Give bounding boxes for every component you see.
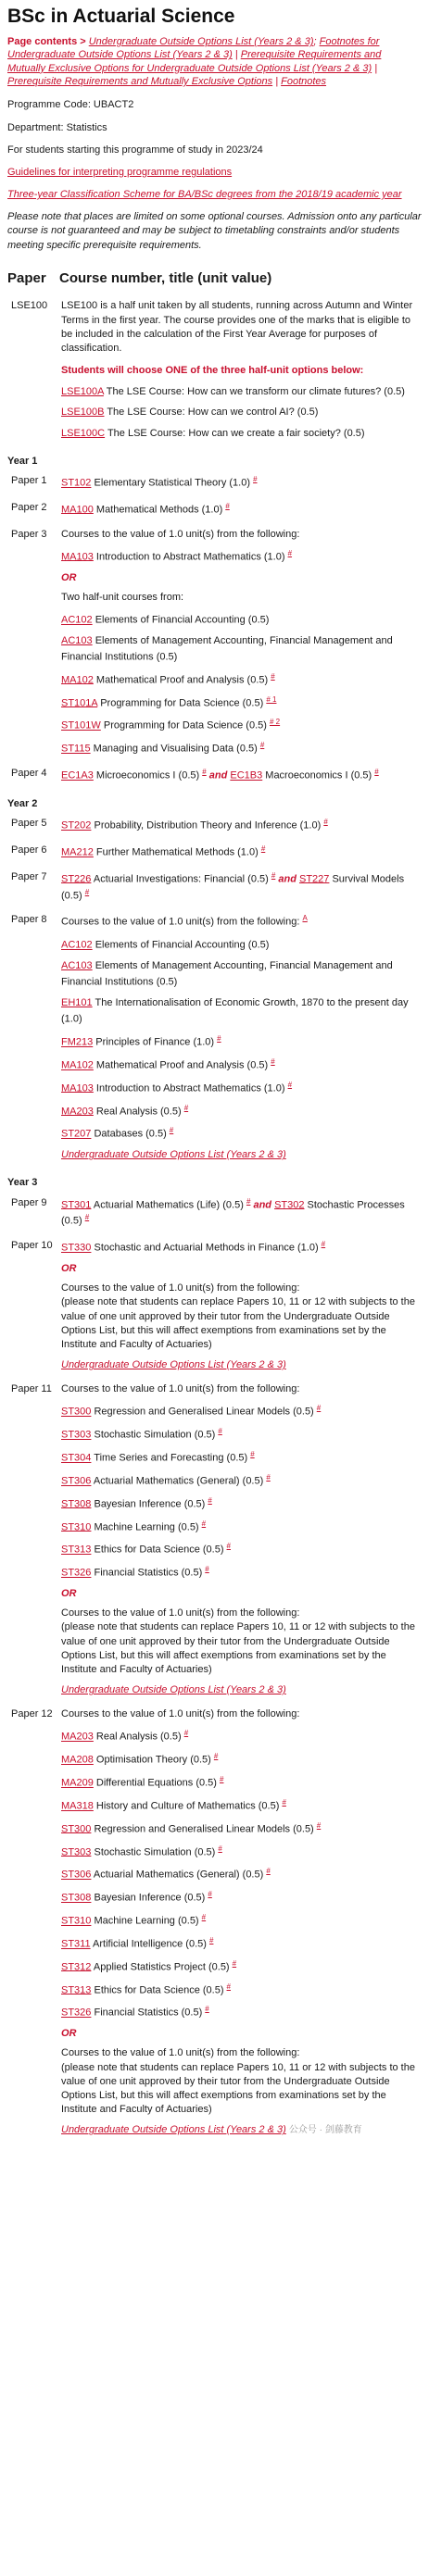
year-1-heading: Year 1 — [7, 455, 38, 467]
places-notice: Please note that places are limited on some optional courses. Admission onto any particular course is not guaranteed and may be subject to timetabling constraints and/or students meeting specific prerequisite requirements. — [7, 211, 422, 251]
course-link[interactable]: ST310 — [61, 1521, 92, 1533]
footnote-link[interactable]: # — [250, 1450, 255, 1459]
footnote-link[interactable]: # — [202, 768, 207, 777]
list-item: LSE100A The LSE Course: How can we transform our climate futures? (0.5) — [61, 386, 405, 398]
course-link[interactable]: MA209 — [61, 1777, 94, 1789]
paper-label: Paper 8 — [11, 914, 47, 926]
page-title: BSc in Actuarial Science — [7, 6, 235, 27]
course-link[interactable]: EC1A3 — [61, 769, 94, 782]
course-link[interactable]: MA102 — [61, 674, 94, 686]
paper-11-row — [7, 1382, 422, 1704]
footnote-link[interactable]: # — [205, 2005, 209, 2014]
course-link[interactable]: LSE100C — [61, 427, 106, 439]
department: Department: Statistics — [7, 121, 107, 133]
course-link[interactable]: AC103 — [61, 634, 93, 646]
course-link[interactable]: MA100 — [61, 504, 94, 516]
paper-intro: Courses to the value of 1.0 unit(s) from the following: — [61, 528, 300, 540]
footnote-link[interactable]: A — [302, 914, 308, 923]
footnote-link[interactable]: # — [226, 1542, 231, 1551]
footnote-link[interactable]: # — [287, 1080, 293, 1089]
course-link[interactable]: ST313 — [61, 1984, 92, 1996]
course-link[interactable]: ST326 — [61, 2007, 92, 2019]
course-link[interactable]: MA203 — [61, 1106, 94, 1118]
course-link[interactable]: AC103 — [61, 960, 93, 972]
course-link[interactable]: ST313 — [61, 1544, 92, 1557]
footnote-link[interactable]: # — [266, 1867, 271, 1876]
outside-options-link[interactable]: Undergraduate Outside Options List (Years 2 & 3) — [61, 2124, 286, 2136]
paper-7-row: Paper 7 ST226 Actuarial Investigations: Financial (0.5) # and ST227 Survival Models (0.5) # — [7, 870, 422, 910]
paper-label: Paper 12 — [11, 1708, 53, 1720]
footnote-link[interactable]: # — [84, 1213, 90, 1222]
paper-intro: Courses to the value of 1.0 unit(s) from the following: — [61, 1708, 300, 1720]
footnote-link[interactable]: # — [271, 671, 275, 681]
or-separator: OR — [61, 1588, 77, 1600]
list-item: MA102 Mathematical Proof and Analysis (0.5) # — [61, 1057, 275, 1071]
footnote-link[interactable]: # — [169, 1126, 174, 1135]
course-link[interactable]: ST303 — [61, 1846, 92, 1858]
paper-3-row: Paper 3 Courses to the value of 1.0 unit(s) from the following: MA103 Introduction to Abstract Mathematics (1.0) # OR Two half-unit courses from: AC102 Elements of Financial Accounting (0.5) AC103 Elements of Management Accounting, Financial Management and Financial Institutions (0.5) MA102 Mathematical Proof and Analysis (0.5) # ST101A Programming for Data Science (0.5) $^{\# 1}$ ST101W Programming for Data Science (0.5) $^{\# 2}$ ST115 Managing and Visualising Data (0.5) # — [7, 528, 422, 763]
two-half-label: Two half-unit courses from: — [61, 591, 184, 603]
list-item: ST101W Programming for Data Science (0.5) $^{\# 2}$ — [61, 718, 281, 732]
footnote-link[interactable]: # — [253, 474, 258, 483]
paper-label: Paper 5 — [11, 818, 47, 830]
footnote-link[interactable]: # — [246, 1196, 251, 1206]
lse100-choose-note: Students will choose ONE of the three half-unit options below: — [61, 365, 364, 377]
list-item: MA318 History and Culture of Mathematics (0.5) # — [61, 1797, 286, 1812]
course-link[interactable]: ST300 — [61, 1823, 92, 1835]
paper-label: Paper 3 — [11, 528, 47, 540]
footnote-link[interactable]: # 1 — [266, 694, 277, 704]
contents-link-footnotes[interactable]: Footnotes — [281, 76, 327, 88]
list-item: MA103 Introduction to Abstract Mathematics (1.0) # — [61, 1080, 293, 1094]
list-item: ST306 Actuarial Mathematics (General) (0.5) # — [61, 1472, 271, 1487]
list-item: ST115 Managing and Visualising Data (0.5) # — [61, 741, 265, 755]
course-link[interactable]: ST303 — [61, 1429, 92, 1441]
page-contents-nav: Page contents > Undergraduate Outside Options List (Years 2 & 3); Footnotes for Undergraduate Outside Options List (Years 2 & 3) | Prerequisite Requirements and Mutually Exclusive Options for Undergraduate Outside Options List (Years 2 & 3) | Prerequisite Requirements and Mutually Exclusive Options | Footnotes — [7, 36, 382, 88]
guidelines-link[interactable]: Guidelines for interpreting programme regulations — [7, 166, 233, 178]
or-separator: OR — [61, 1263, 77, 1275]
list-item: AC102 Elements of Financial Accounting (0.5) — [61, 939, 270, 951]
footnote-link[interactable]: # — [271, 870, 276, 880]
footnote-link[interactable]: # — [208, 1495, 212, 1505]
course-link[interactable]: LSE100B — [61, 406, 105, 419]
course-list — [61, 1403, 422, 1581]
list-item: ST313 Ethics for Data Science (0.5) # — [61, 1982, 231, 1996]
footnote-link[interactable]: # — [260, 844, 266, 853]
paper-6-row: Paper 6 MA212 Further Mathematical Methods (1.0) # — [7, 844, 422, 867]
list-item: LSE100B The LSE Course: How can we control AI? (0.5) — [61, 406, 319, 419]
year-3-heading: Year 3 — [7, 1177, 38, 1189]
course-link[interactable]: ST311 — [61, 1938, 91, 1950]
course-link[interactable]: MA203 — [61, 1732, 94, 1744]
course-link[interactable]: ST306 — [61, 1475, 92, 1487]
list-item: AC103 Elements of Management Accounting, Financial Management and Financial Institutions (0.5) — [61, 960, 393, 988]
footnote-link[interactable]: # — [316, 1404, 322, 1413]
course-link[interactable]: MA208 — [61, 1754, 94, 1766]
outside-options-link[interactable]: Undergraduate Outside Options List (Years 2 & 3) — [61, 1684, 286, 1696]
list-item: ST326 Financial Statistics (0.5) # — [61, 2005, 209, 2019]
list-item: AC102 Elements of Financial Accounting (0.5) — [61, 614, 270, 626]
paper-column-header: Paper — [7, 269, 46, 286]
paper-label: Paper 9 — [11, 1196, 47, 1208]
list-item: EH101 The Internationalisation of Economic Growth, 1870 to the present day (1.0) — [61, 997, 409, 1025]
paper-label: Paper 4 — [11, 768, 47, 780]
and-connector: and — [275, 873, 299, 885]
course-link[interactable]: ST308 — [61, 1892, 92, 1904]
list-item: MA203 Real Analysis (0.5) # — [61, 1103, 189, 1118]
lse100-row — [7, 299, 422, 446]
course-link[interactable]: ST306 — [61, 1869, 92, 1882]
course-list — [61, 611, 422, 757]
list-item: MA102 Mathematical Proof and Analysis (0.5) # — [61, 671, 275, 686]
course-column-header: Course number, title (unit value) — [59, 269, 272, 286]
footnote-link[interactable]: # — [226, 1982, 231, 1991]
contents-link-prereq-outside[interactable]: Prerequisite Requirements and Mutually Exclusive Options for Undergraduate Outside Options List (Years 2 & 3) — [7, 49, 382, 74]
footnote-link[interactable]: # — [208, 1935, 214, 1945]
list-item: ST300 Regression and Generalised Linear Models (0.5) # — [61, 1404, 322, 1419]
paper-label: Paper 6 — [11, 844, 47, 856]
paper-2-row: Paper 2 MA100 Mathematical Methods (1.0) # — [7, 501, 422, 524]
course-link[interactable]: AC102 — [61, 614, 93, 626]
alternative-note: Courses to the value of 1.0 unit(s) from the following: (please note that students can replace Papers 10, 11 or 12 with subjects to the value of one unit approved by their tutor from the Undergraduate Outside Options List, but this will affect exemptions from examinations set by the Institute and Faculty of Actuaries) — [61, 2047, 415, 2116]
course-link[interactable]: MA102 — [61, 1059, 94, 1071]
paper-label: Paper 1 — [11, 474, 47, 486]
course-link[interactable]: LSE100A — [61, 386, 104, 398]
list-item: ST306 Actuarial Mathematics (General) (0.5) # — [61, 1867, 271, 1882]
course-link[interactable]: ST207 — [61, 1129, 92, 1141]
contents-link-footnotes-outside[interactable]: Footnotes for Undergraduate Outside Options List (Years 2 & 3) — [7, 36, 380, 61]
lse100-description: LSE100 is a half unit taken by all students, running across Autumn and Winter Terms in the first year. The course provides one of the marks that is eligible to be included in the calculation of the First Year Average for purposes of classification. — [61, 300, 413, 354]
course-link[interactable]: ST101W — [61, 720, 101, 732]
contents-link-outside-options[interactable]: Undergraduate Outside Options List (Years 2 & 3) — [88, 36, 314, 48]
list-item: MA208 Optimisation Theory (0.5) # — [61, 1752, 219, 1766]
or-separator: OR — [61, 2028, 77, 2040]
list-item: ST308 Bayesian Inference (0.5) # — [61, 1495, 212, 1510]
course-link[interactable]: ST101A — [61, 697, 98, 709]
course-link[interactable]: EH101 — [61, 997, 93, 1009]
course-link[interactable]: MA318 — [61, 1800, 94, 1812]
paper-8-row — [7, 913, 422, 1169]
footnote-link[interactable]: # — [201, 1913, 207, 1922]
course-link[interactable]: MA212 — [61, 846, 94, 858]
programme-code: Programme Code: UBACT2 — [7, 99, 134, 111]
footnote-link[interactable]: # — [220, 1775, 224, 1784]
footnote-link[interactable]: # — [271, 1057, 275, 1066]
paper-label: Paper 2 — [11, 501, 47, 513]
footnote-link[interactable]: # — [201, 1519, 207, 1528]
paper-10-row: Paper 10 ST330 Stochastic and Actuarial Methods in Finance (1.0) # OR Courses to the value of 1.0 unit(s) from the following: (please note that students can replace Papers 10, 11 or 12 with subjects to the value of one unit approved by their tutor from the Undergraduate Outside Options List, but this will affect exemptions from examinations set by the Institute and Faculty of Actuaries) Undergraduate Outside Options List (Years 2 & 3) — [7, 1239, 422, 1379]
and-connector: and — [206, 769, 231, 782]
list-item: MA209 Differential Equations (0.5) # — [61, 1775, 224, 1789]
alternative-note: Courses to the value of 1.0 unit(s) from the following: (please note that students can replace Papers 10, 11 or 12 with subjects to the value of one unit approved by their tutor from the Undergraduate Outside Options List, but this will affect exemptions from examinations set by the Institute and Faculty of Actuaries) — [61, 1282, 415, 1350]
course-link[interactable]: ST310 — [61, 1915, 92, 1927]
course-link[interactable]: ST115 — [61, 743, 91, 755]
paper-intro: Courses to the value of 1.0 unit(s) from the following: — [61, 1383, 300, 1395]
footnote-link[interactable]: # — [218, 1427, 222, 1436]
list-item: ST101A Programming for Data Science (0.5) $^{\# 1}$ — [61, 694, 277, 709]
footnote-link[interactable]: # 2 — [269, 718, 281, 727]
paper-5-row: Paper 5 ST202 Probability, Distribution Theory and Inference (1.0) # — [7, 817, 422, 840]
footnote-link[interactable]: # — [183, 1103, 189, 1112]
course-link[interactable]: MA103 — [61, 551, 94, 563]
footnote-link[interactable]: # — [374, 768, 379, 777]
course-link[interactable]: ST308 — [61, 1498, 92, 1510]
list-item: ST303 Stochastic Simulation (0.5) # — [61, 1427, 222, 1441]
table-header — [7, 269, 422, 289]
list-item: ST207 Databases (0.5) # — [61, 1126, 174, 1141]
watermark: 公众号 · 剑藤教育 — [288, 2125, 362, 2136]
course-list — [61, 1728, 422, 2020]
list-item: ST311 Artificial Intelligence (0.5) # — [61, 1935, 214, 1950]
year-2-heading: Year 2 — [7, 797, 38, 809]
course-link[interactable]: ST312 — [61, 1961, 92, 1973]
course-link[interactable]: ST300 — [61, 1407, 92, 1419]
footnote-link[interactable]: # — [282, 1797, 286, 1807]
footnote-link[interactable]: # — [266, 1472, 271, 1482]
paper-1-row: Paper 1 ST102 Elementary Statistical Theory (1.0) # — [7, 474, 422, 497]
paper-12-row — [7, 1707, 422, 2144]
and-connector: and — [250, 1199, 275, 1211]
footnote-link[interactable]: # — [232, 1958, 237, 1968]
paper-label: Paper 10 — [11, 1240, 53, 1252]
course-link[interactable]: ST326 — [61, 1567, 92, 1579]
outside-options-link[interactable]: Undergraduate Outside Options List (Years 2 & 3) — [61, 1359, 286, 1371]
footnote-link[interactable]: # — [217, 1034, 221, 1044]
course-list — [61, 936, 422, 1142]
list-item: ST310 Machine Learning (0.5) # — [61, 1519, 207, 1533]
starting-year: For students starting this programme of study in 2023/24 — [7, 144, 263, 156]
footnote-link[interactable]: # — [287, 548, 293, 557]
footnote-link[interactable]: # — [213, 1752, 219, 1761]
paper-label: LSE100 — [11, 300, 48, 312]
course-link[interactable]: ST330 — [61, 1242, 92, 1254]
alternative-note: Courses to the value of 1.0 unit(s) from the following: (please note that students can replace Papers 10, 11 or 12 with subjects to the value of one unit approved by their tutor from the Undergraduate Outside Options List, but this will affect exemptions from examinations set by the Institute and Faculty of Actuaries) — [61, 1607, 415, 1675]
list-item: FM213 Principles of Finance (1.0) # — [61, 1034, 221, 1048]
paper-intro: Courses to the value of 1.0 unit(s) from the following: — [61, 917, 303, 929]
course-link[interactable]: ST304 — [61, 1452, 92, 1464]
course-link[interactable]: ST226 — [61, 873, 92, 885]
page-contents-label: Page contents > — [7, 36, 86, 48]
list-item: ST308 Bayesian Inference (0.5) # — [61, 1890, 212, 1904]
paper-9-row: Paper 9 ST301 Actuarial Mathematics (Life) (0.5) # and ST302 Stochastic Processes (0.5) # — [7, 1196, 422, 1236]
paper-label: Paper 11 — [11, 1383, 52, 1395]
list-item: ST313 Ethics for Data Science (0.5) # — [61, 1542, 231, 1557]
footnote-link[interactable]: # — [208, 1890, 212, 1899]
footnote-link[interactable]: # — [316, 1820, 322, 1830]
course-link[interactable]: MA103 — [61, 1082, 94, 1094]
list-item: LSE100C The LSE Course: How can we create a fair society? (0.5) — [61, 427, 365, 439]
footnote-link[interactable]: # — [84, 887, 90, 896]
list-item: ST304 Time Series and Forecasting (0.5) # — [61, 1450, 255, 1464]
list-item: ST312 Applied Statistics Project (0.5) # — [61, 1958, 237, 1973]
footnote-link[interactable]: # — [323, 818, 328, 827]
course-link[interactable]: ST302 — [274, 1199, 305, 1211]
paper-label: Paper 7 — [11, 870, 47, 882]
list-item: AC103 Elements of Management Accounting, Financial Management and Financial Institutions (0.5) — [61, 634, 393, 663]
classification-link[interactable]: Three-year Classification Scheme for BA/BSc degrees from the 2018/19 academic year — [7, 189, 402, 201]
list-item: ST326 Financial Statistics (0.5) # — [61, 1565, 209, 1579]
list-item: MA203 Real Analysis (0.5) # — [61, 1729, 189, 1744]
course-link[interactable]: FM213 — [61, 1036, 94, 1048]
or-separator: OR — [61, 571, 77, 583]
list-item: ST300 Regression and Generalised Linear Models (0.5) # — [61, 1820, 322, 1835]
footnote-link[interactable]: # — [225, 501, 230, 510]
list-item: ST310 Machine Learning (0.5) # — [61, 1913, 207, 1927]
footnote-link[interactable]: # — [321, 1240, 326, 1249]
paper-4-row: Paper 4 EC1A3 Microeconomics I (0.5) # and EC1B3 Macroeconomics I (0.5) # — [7, 767, 422, 790]
course-link[interactable]: ST202 — [61, 819, 92, 832]
footnote-link[interactable]: # — [259, 741, 265, 750]
list-item: ST303 Stochastic Simulation (0.5) # — [61, 1844, 222, 1858]
course-link[interactable]: ST301 — [61, 1199, 92, 1211]
course-link[interactable]: ST227 — [298, 873, 330, 885]
footnote-link[interactable]: # — [218, 1844, 222, 1853]
footnote-link[interactable]: # — [205, 1565, 209, 1574]
contents-link-prereq[interactable]: Prerequisite Requirements and Mutually Exclusive Options — [7, 76, 273, 88]
course-link[interactable]: AC102 — [61, 939, 93, 951]
course-link[interactable]: ST102 — [61, 477, 92, 489]
course-link[interactable]: EC1B3 — [230, 769, 263, 782]
outside-options-link[interactable]: Undergraduate Outside Options List (Years 2 & 3) — [61, 1149, 286, 1161]
footnote-link[interactable]: # — [183, 1729, 189, 1738]
